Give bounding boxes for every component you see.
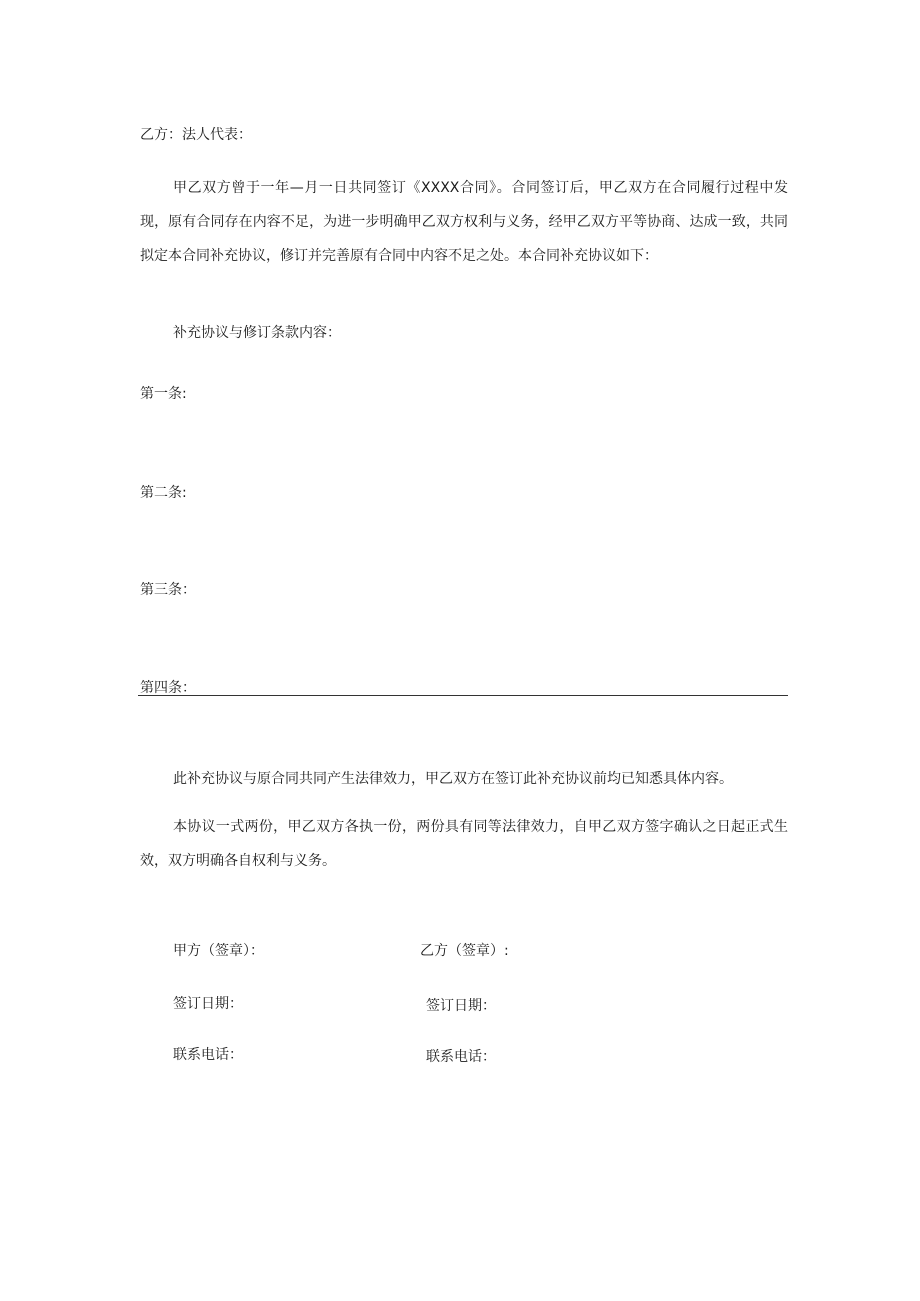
effect-paragraph: 此补充协议与原合同共同产生法律效力，甲乙双方在签订此补充协议前均已知悉具体内容。 bbox=[173, 771, 733, 787]
article-4-underline bbox=[138, 695, 788, 696]
party-a-phone-label: 联系电话： bbox=[173, 1047, 243, 1063]
article-2: 第二条: bbox=[140, 485, 187, 501]
party-a-seal-label: 甲方（签章）： bbox=[173, 943, 264, 959]
party-b-phone-label: 联系电话： bbox=[426, 1049, 496, 1065]
article-1: 第一条: bbox=[140, 386, 187, 402]
party-b-representative-line: 乙方：法人代表： bbox=[140, 127, 252, 143]
intro-paragraph: 甲乙双方曾于一年—月一日共同签订《XXXX合同》。合同签订后，甲乙双方在合同履行过程中发现，原有合同存在内容不足，为进一步明确甲乙双方权利与义务，经甲乙双方平等协商、达成一致，共同拟定本合同补充协议，修订并完善原有合同中内容不足之处。本合同补充协议如下： bbox=[140, 180, 788, 264]
party-b-date-label: 签订日期： bbox=[426, 998, 496, 1014]
article-3: 第三条： bbox=[140, 582, 196, 598]
section-heading: 补充协议与修订条款内容： bbox=[173, 325, 341, 341]
party-b-seal-label: 乙方（签章）: bbox=[420, 943, 509, 959]
party-a-date-label: 签订日期： bbox=[173, 996, 243, 1012]
copies-paragraph: 本协议一式两份，甲乙双方各执一份，两份具有同等法律效力，自甲乙双方签字确认之日起正式生效，双方明确各自权利与义务。 bbox=[140, 819, 788, 869]
article-4: 第四条： bbox=[140, 680, 196, 696]
